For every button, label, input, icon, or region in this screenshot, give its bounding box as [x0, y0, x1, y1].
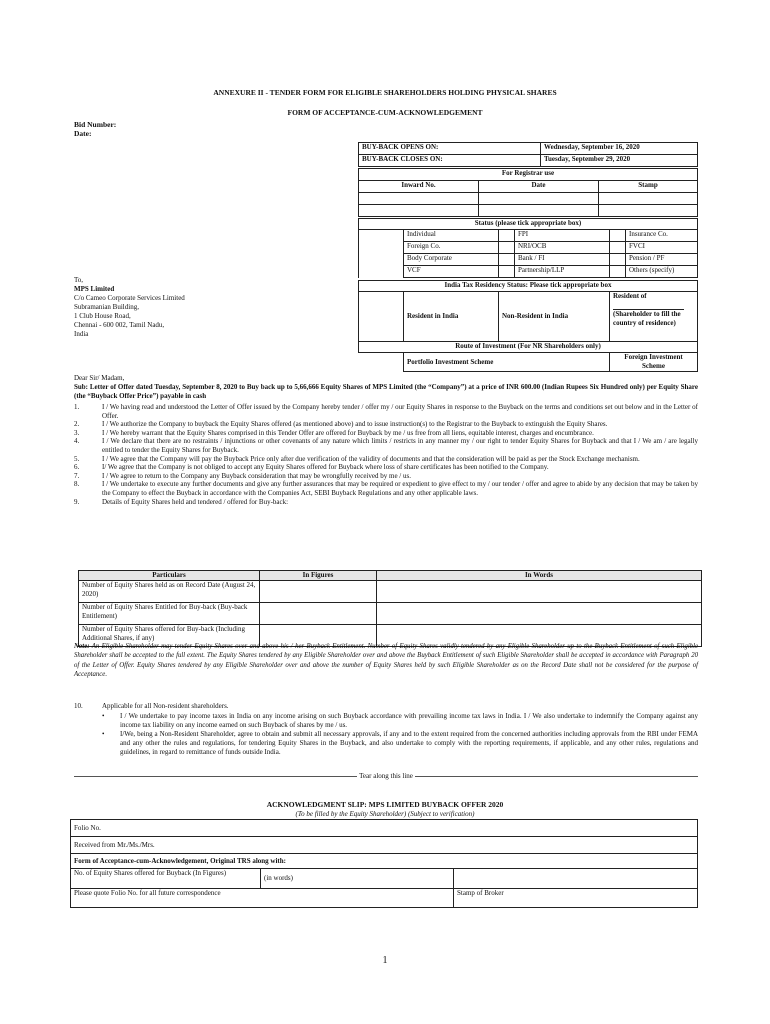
- checkbox[interactable]: [499, 266, 515, 278]
- page-number: 1: [382, 955, 388, 966]
- status-bank-fi[interactable]: Bank / FI: [515, 254, 610, 266]
- country-line[interactable]: [613, 301, 684, 310]
- status-spacer: [359, 230, 404, 278]
- status-fvci[interactable]: FVCI: [626, 242, 698, 254]
- row-held: Number of Equity Shares held as on Record Date (August 24, 2020): [79, 581, 260, 603]
- subject: Sub: Letter of Offer dated Tuesday, September 8, 2020 to Buy back up to 5,66,666 Equity Shares of MPS Limited (the “Company”) at a price of INR 600.00 (Indian Rupees Six Hundred only) per Equity Share (the “Buyback Offer Price”) payable in cash: [74, 383, 698, 400]
- tax-residency-table: [358, 280, 698, 372]
- ack-words-cell[interactable]: [454, 869, 698, 889]
- registrar-date-cell-2[interactable]: [479, 205, 599, 217]
- status-individual[interactable]: Individual: [404, 230, 499, 242]
- status-title: [359, 219, 698, 230]
- term-text: Details of Equity Shares held and tendered / offered for Buy-back:: [102, 497, 289, 506]
- bullet-text: I / We undertake to pay income taxes in India on any income arising on such Buyback accordance with prevailing income tax laws in India. I / We also undertake to indemnify the Company against any income tax liability on any income earned on such Buyback of shares by me / us.: [120, 712, 698, 729]
- entitled-words[interactable]: [377, 603, 702, 625]
- term-number: 9.: [74, 497, 80, 506]
- address-line2: Subramanian Building,: [74, 303, 139, 311]
- tear-line: [74, 771, 698, 781]
- note: [74, 642, 698, 679]
- note-label: Note:: [74, 643, 90, 650]
- resident-in-india[interactable]: Resident in India: [404, 292, 499, 342]
- route-spacer: [359, 353, 404, 372]
- address-line4: Chennai - 600 002, Tamil Nadu,: [74, 321, 165, 329]
- checkbox[interactable]: [499, 230, 515, 242]
- ack-stamp-broker: Stamp of Broker: [454, 889, 698, 908]
- col-in-figures: In Figures: [260, 571, 377, 581]
- checkbox[interactable]: [499, 254, 515, 266]
- checkbox[interactable]: [610, 242, 626, 254]
- ack-subtitle: (To be filled by the Equity Shareholder) (Subject to verification): [295, 810, 475, 818]
- status-insurance[interactable]: Insurance Co.: [626, 230, 698, 242]
- date-label: Date:: [74, 129, 92, 138]
- tear-rule-right: [415, 776, 698, 777]
- resident-of-note: (Shareholder to fill the country of residence): [613, 310, 681, 327]
- status-table: [358, 218, 698, 278]
- address-to: To,: [74, 276, 84, 284]
- term-item: [74, 437, 698, 454]
- bullet-icon: •: [102, 712, 105, 720]
- schedule-table: [358, 142, 698, 167]
- ack-table: [70, 819, 698, 908]
- checkbox[interactable]: [499, 242, 515, 254]
- term-number: 2.: [74, 420, 80, 429]
- opens-label: BUY-BACK OPENS ON:: [359, 143, 541, 155]
- point10-bullets: [102, 712, 698, 757]
- address-block: [74, 276, 185, 339]
- held-figures[interactable]: [260, 581, 377, 603]
- shares-details-table: [78, 570, 702, 647]
- status-pension-pf[interactable]: Pension / PF: [626, 254, 698, 266]
- portfolio-scheme[interactable]: Portfolio Investment Scheme: [404, 353, 610, 372]
- annexure-title: ANNEXURE II - TENDER FORM FOR ELIGIBLE SHAREHOLDERS HOLDING PHYSICAL SHARES: [213, 88, 557, 97]
- col-particulars: Particulars: [79, 571, 260, 581]
- bid-number-label: Bid Number:: [74, 120, 117, 129]
- status-fpi[interactable]: FPI: [515, 230, 610, 242]
- term-number: 3.: [74, 428, 80, 437]
- point10-number: 10.: [74, 702, 83, 710]
- term-text: I / We authorize the Company to buyback the Equity Shares offered (as mentioned above) and to issue instruction(s) to the Registrar to the Buyback to extinguish the Equity Shares.: [102, 420, 608, 429]
- term-number: 1.: [74, 403, 80, 411]
- terms-list: [74, 403, 698, 506]
- row-offered: Number of Equity Shares offered for Buy-back (Including Additional Shares, if any): [79, 625, 260, 647]
- foreign-scheme[interactable]: Foreign Investment Scheme: [610, 353, 698, 372]
- stamp-cell[interactable]: [599, 193, 698, 205]
- term-number: 5.: [74, 454, 80, 463]
- status-title-text: Status (please tick appropriate box): [474, 219, 582, 227]
- term-text: I / We declare that there are no restraints / injunctions or other covenants of any nature which limits / restricts in any manner my / our right to tender Equity Shares for Buyback and that I / We am / are legally entitled to tender the Equity Shares for Buyback.: [102, 437, 698, 454]
- resident-of-label: Resident of: [613, 292, 647, 300]
- ack-folio[interactable]: Folio No.: [71, 820, 698, 837]
- address-line3: 1 Club House Road,: [74, 312, 131, 320]
- term-item: [74, 455, 698, 464]
- address-line5: India: [74, 330, 89, 338]
- term-number: 4.: [74, 437, 80, 446]
- term-text: I / We agree that the Company will pay the Buyback Price only after due verification of the validity of documents and that the consideration will be paid as per the Stock Exchange mechanism.: [102, 454, 640, 463]
- closes-label: BUY-BACK CLOSES ON:: [359, 155, 541, 167]
- term-text: I / We having read and understood the Letter of Offer issued by the Company hereby tender / offer my / our Equity Shares in response to the Buyback on the terms and conditions set out below and in the Letter of Offer.: [102, 403, 698, 420]
- term-number: 6.: [74, 463, 80, 472]
- registrar-table: [358, 168, 698, 217]
- term-text: I / We undertake to execute any further documents and give any further assurances that may be required or expedient to give effect to my / our tender / offer and agree to abide by any decision that may be taken by the Company to effect the Buyback in accordance with the Companies Act, SEBI Buyback Regulations and any other applicable laws.: [102, 480, 698, 497]
- term-text: I/ We agree that the Company is not obliged to accept any Equity Shares offered for Buyback where loss of share certificates has been notified to the Company.: [102, 463, 549, 472]
- held-words[interactable]: [377, 581, 702, 603]
- opens-value: Wednesday, September 16, 2020: [541, 143, 698, 155]
- tax-spacer: [359, 292, 404, 342]
- route-title: Route of Investment (For NR Shareholders only): [359, 342, 698, 353]
- bullet-item: [102, 712, 698, 730]
- checkbox[interactable]: [610, 230, 626, 242]
- bullet-icon: •: [102, 730, 105, 738]
- status-partnership[interactable]: Partnership/LLP: [515, 266, 610, 278]
- ack-received[interactable]: Received from Mr./Ms./Mrs.: [71, 837, 698, 854]
- entitled-figures[interactable]: [260, 603, 377, 625]
- non-resident-in-india[interactable]: Non-Resident in India: [499, 292, 610, 342]
- term-item: [74, 463, 698, 472]
- registrar-date-cell[interactable]: [479, 193, 599, 205]
- term-item: [74, 403, 698, 420]
- point10-title: Applicable for all Non-resident shareholders.: [102, 702, 229, 710]
- term-text: I / We hereby warrant that the Equity Shares comprised in this Tender Offer are offered for Buyback by me / us free from all liens, equitable interest, charges and encumbrance.: [102, 428, 594, 437]
- salutation: Dear Sir/ Madam,: [74, 374, 125, 382]
- stamp-cell-2[interactable]: [599, 205, 698, 217]
- ack-offered: No. of Equity Shares offered for Buyback (In Figures): [71, 869, 261, 889]
- inward-no-cell-2[interactable]: [359, 205, 479, 217]
- registrar-date-label: Date: [479, 181, 599, 193]
- checkbox[interactable]: [610, 266, 626, 278]
- tear-label: Tear along this line: [359, 772, 413, 780]
- ack-title: ACKNOWLEDGMENT SLIP: MPS LIMITED BUYBACK OFFER 2020: [266, 800, 504, 809]
- resident-of-cell[interactable]: [610, 292, 698, 342]
- status-others[interactable]: Others (specify): [626, 266, 698, 278]
- term-item: [74, 498, 698, 507]
- tax-title: India Tax Residency Status: Please tick appropriate box: [359, 281, 698, 292]
- row-entitled: Number of Equity Shares Entitled for Buy-back (Buy-back Entitlement): [79, 603, 260, 625]
- stamp-label: Stamp: [599, 181, 698, 193]
- address-company: MPS Limited: [74, 285, 115, 293]
- ack-quote: Please quote Folio No. for all future correspondence: [71, 889, 454, 908]
- term-number: 7.: [74, 471, 80, 480]
- checkbox[interactable]: [610, 254, 626, 266]
- bullet-text: I/We, being a Non-Resident Shareholder, agree to obtain and submit all necessary approvals, if any and to the extent required from the concerned authorities including approvals from the RBI under FEMA and any other the rules and regulations, for tendering Equity Shares in the Buyback, and also undertake to comply with the reporting requirements, if applicable, and any other rules, regulations and guidelines, in regard to remittance of funds outside India.: [120, 730, 698, 756]
- term-item: [74, 420, 698, 429]
- closes-value: Tuesday, September 29, 2020: [541, 155, 698, 167]
- form-title: FORM OF ACCEPTANCE-CUM-ACKNOWLEDGEMENT: [287, 108, 483, 117]
- note-text: An Eligible Shareholder may tender Equity Shares over and above his / her Buyback Entitlement. Number of Equity Shares validly tendered by any Eligible Shareholder up to the Buyback Entitlement of such Eligible Shareholder shall be accepted to the full extent. The Equity Shares tendered by any Eligible Shareholder over and above the Buyback Entitlement of such Eligible Shareholder shall be accepted in accordance with Paragraph 20 of the Letter of Offer. Equity Shares tendered by any Eligible Shareholder over and above the number of Equity Shares held by such Eligible Shareholder as on the Record Date shall not be considered for the purpose of Acceptance.: [74, 643, 699, 678]
- inward-no-label: Inward No.: [359, 181, 479, 193]
- bullet-item: [102, 730, 698, 757]
- status-foreign-co[interactable]: Foreign Co.: [404, 242, 499, 254]
- status-body-corporate[interactable]: Body Corporate: [404, 254, 499, 266]
- inward-no-cell[interactable]: [359, 193, 479, 205]
- status-vcf[interactable]: VCF: [404, 266, 499, 278]
- tear-rule-left: [74, 776, 357, 777]
- address-line1: C/o Cameo Corporate Services Limited: [74, 294, 185, 302]
- term-text: I / We agree to return to the Company any Buyback consideration that may be wrongfully received by me / us.: [102, 471, 411, 480]
- term-number: 8.: [74, 480, 80, 489]
- registrar-label: For Registrar use: [359, 169, 698, 181]
- ack-form-line: Form of Acceptance-cum-Acknowledgement, Original TRS along with:: [71, 854, 698, 869]
- ack-in-words[interactable]: (in words): [261, 869, 454, 889]
- term-item: [74, 480, 698, 497]
- term-item: [74, 472, 698, 481]
- status-nri-ocb[interactable]: NRI/OCB: [515, 242, 610, 254]
- col-in-words: In Words: [377, 571, 702, 581]
- term-item: [74, 429, 698, 438]
